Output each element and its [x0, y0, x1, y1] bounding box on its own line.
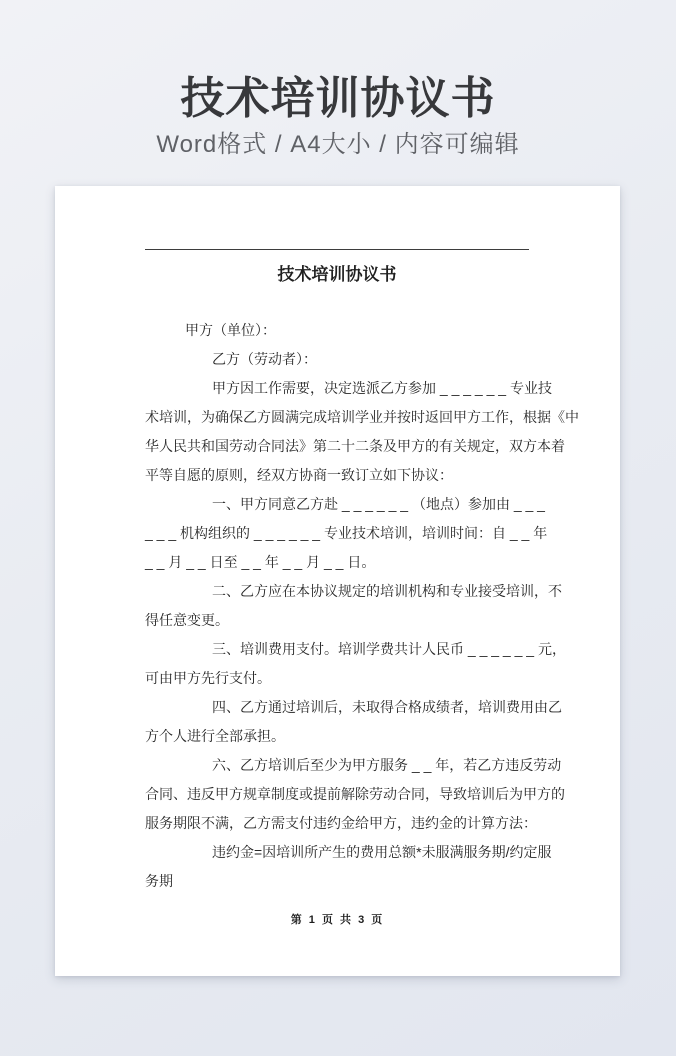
document-line: _ _ 月 _ _ 日至 _ _ 年 _ _ 月 _ _ 日。 [145, 554, 376, 570]
document-line: 违约金=因培训所产生的费用总额*未服满服务期/约定服 [212, 844, 552, 860]
document-line: 务期 [145, 873, 173, 889]
title-divider [145, 249, 529, 250]
document-body [145, 316, 579, 896]
document-title: 技术培训协议书 [277, 265, 397, 284]
document-line: 合同、违反甲方规章制度或提前解除劳动合同，导致培训后为甲方的 [145, 786, 565, 802]
document-line: 可由甲方先行支付。 [145, 670, 271, 686]
document-line: 六、乙方培训后至少为甲方服务 _ _ 年，若乙方违反劳动 [212, 757, 562, 773]
document-line: _ _ _ 机构组织的 _ _ _ _ _ _ 专业技术培训，培训时间：自 _ _ 年 [145, 525, 548, 541]
document-line: 甲方因工作需要，决定选派乙方参加 _ _ _ _ _ _ 专业技 [212, 380, 552, 396]
template-title: 技术培训协议书 [180, 74, 496, 123]
document-line: 术培训，为确保乙方圆满完成培训学业并按时返回甲方工作，根据《中 [145, 409, 579, 425]
document-line: 方个人进行全部承担。 [145, 728, 285, 744]
document-line: 平等自愿的原则，经双方协商一致订立如下协议： [145, 467, 453, 483]
document-line: 乙方（劳动者）： [212, 351, 317, 367]
document-line: 甲方（单位）： [185, 322, 276, 338]
template-subtitle: Word格式 / A4大小 / 内容可编辑 [156, 131, 520, 158]
page-number: 第 1 页 共 3 页 [290, 914, 385, 926]
document-line: 四、乙方通过培训后，未取得合格成绩者，培训费用由乙 [212, 699, 562, 715]
document-line: 服务期限不满，乙方需支付违约金给甲方，违约金的计算方法： [145, 815, 537, 831]
document-page [55, 186, 620, 976]
document-line: 二、乙方应在本协议规定的培训机构和专业接受培训，不 [212, 583, 562, 599]
document-line: 一、甲方同意乙方赴 _ _ _ _ _ _ （地点）参加由 _ _ _ [212, 496, 545, 512]
document-line: 得任意变更。 [145, 612, 229, 628]
document-line: 华人民共和国劳动合同法》第二十二条及甲方的有关规定，双方本着 [145, 438, 565, 454]
document-line: 三、培训费用支付。培训学费共计人民币 _ _ _ _ _ _ 元， [212, 641, 566, 657]
